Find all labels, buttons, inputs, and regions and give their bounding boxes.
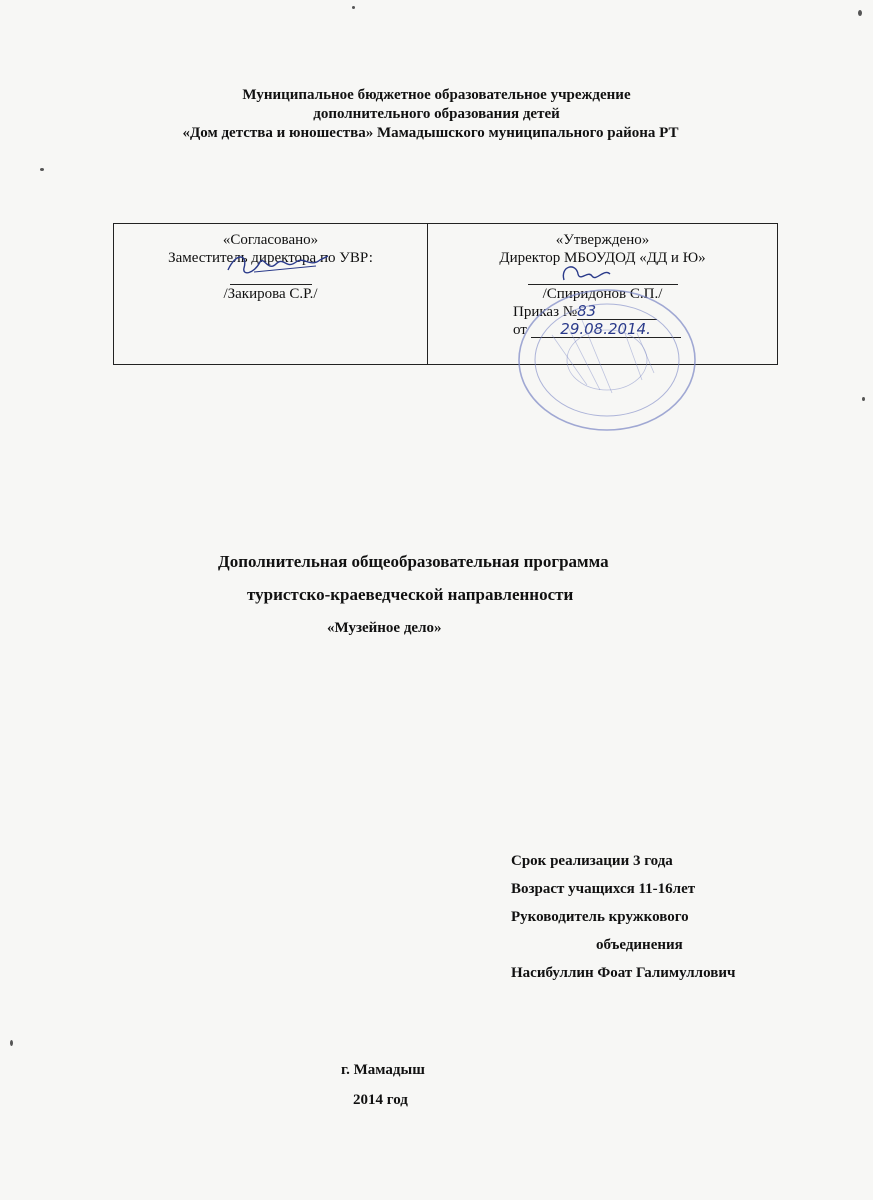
order-row	[429, 303, 776, 321]
program-title-line-1: Дополнительная общеобразовательная программа	[218, 552, 609, 571]
program-info	[511, 852, 735, 992]
date-label: от	[513, 322, 527, 338]
agreed-cell	[114, 224, 428, 365]
director-signature	[558, 260, 628, 288]
date-row	[429, 321, 776, 339]
leader-label-line-1: Руководитель кружкового	[511, 909, 689, 925]
header-line-2: дополнительного образования детей	[313, 106, 560, 122]
city: г. Мамадыш	[341, 1062, 425, 1078]
scan-speck	[858, 10, 862, 16]
header-line-1: Муниципальное бюджетное образовательное учреждение	[242, 87, 631, 103]
approved-role: Директор МБОУДОД «ДД и Ю»	[499, 250, 706, 266]
scan-speck	[10, 1040, 13, 1046]
scan-speck	[862, 397, 865, 401]
scan-speck	[40, 168, 44, 171]
leader-name: Насибуллин Фоат Галимуллович	[511, 965, 736, 981]
approval-table	[113, 223, 778, 365]
header-line-3: «Дом детства и юношества» Мамадышского муниципального района РТ	[182, 125, 679, 141]
agreed-status: «Согласовано»	[222, 232, 319, 248]
implementation-term: Срок реализации 3 года	[511, 853, 673, 869]
order-label: Приказ №	[513, 304, 578, 320]
approved-cell	[428, 224, 778, 365]
agreed-name: /Закирова С.Р./	[223, 286, 318, 302]
program-name: «Музейное дело»	[327, 620, 442, 636]
institution-header	[0, 86, 873, 143]
program-title-line-2: туристско-краеведческой направленности	[247, 585, 574, 604]
student-age: Возраст учащихся 11-16лет	[511, 881, 696, 897]
date-value: 29.08.2014.	[531, 322, 681, 338]
approved-status: «Утверждено»	[555, 232, 650, 248]
scan-speck	[352, 6, 355, 9]
year: 2014 год	[353, 1092, 408, 1108]
order-number: 83	[577, 304, 657, 320]
agreed-role: Заместитель директора по УВР:	[168, 250, 373, 266]
leader-label-line-2: объединения	[596, 937, 683, 953]
deputy-signature	[224, 248, 334, 284]
approved-name: /Спиридонов С.П./	[542, 286, 663, 302]
